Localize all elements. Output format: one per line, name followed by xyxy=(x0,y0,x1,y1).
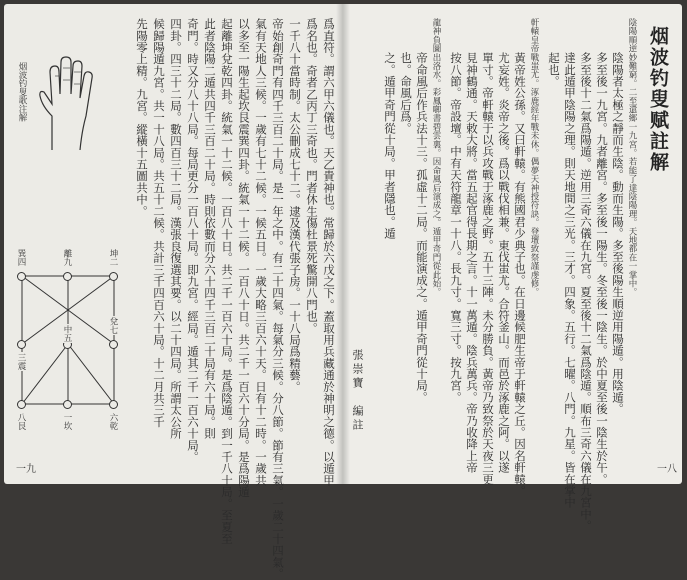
palace-node xyxy=(109,400,118,409)
text-column: 起也。 xyxy=(547,52,561,88)
text-column: 爲直符。謂六甲六儀也。天乙貴神也。常歸於六戊之下。蓋取用兵藏通於神明之德。以遁甲 xyxy=(322,18,336,486)
text-column: 軒轅皇帝戰蚩尤。涿鹿經年戰未休。偶夢天神授符訣。登壇致祭謹虔修。 xyxy=(529,18,539,297)
text-column: 多至後十二氣爲陽遁。逆用三奇六儀在九宮。夏至後十二氣爲陰遁。順布三奇六儀在九宮中。 xyxy=(579,52,593,532)
left-page xyxy=(4,4,343,580)
text-column: 達此遁甲陰陽之理。則天地間之三光。三才。四象。五行。七曜。八門。九星。皆在掌中 xyxy=(563,52,577,509)
figure-title: 烟波钓叟歌注解 xyxy=(17,62,27,122)
text-column: 龍神負圖出洛水。彩鳳啣書碧雲裏。因命風后演成之。遁甲奇門從此始。 xyxy=(431,18,441,297)
palace-node xyxy=(63,272,72,281)
text-column: 奇門。時又分八十八局。每局更分一百八十局。即九宮。經局。遁其二千一百六十局。 xyxy=(186,18,200,463)
palace-node xyxy=(109,272,118,281)
palace-node xyxy=(109,340,118,349)
palace-label: 坤二 xyxy=(108,249,118,266)
text-column: 爲名也。奇者乙丙丁三奇也。門者休生傷杜景死驚開八門也。 xyxy=(305,18,319,334)
page-number: 一八 xyxy=(657,464,677,475)
page-title: 烟波钓叟赋註解 xyxy=(647,26,669,173)
text-column: 按八節。帝設壇。中有天符龍章一十八。長九寸。寬三寸。按九宮。 xyxy=(449,52,463,403)
text-column: 陰陽者太極之靜而生陰。動而生陽。多至後陽生順逆用陽遁。用陰遁。 xyxy=(611,52,625,415)
palace-label: 中五 xyxy=(62,325,72,342)
palace-label: 三震 xyxy=(16,353,26,370)
palace-node xyxy=(17,340,26,349)
text-column: 以多至一陽生起坎艮震巽四卦。統氣一十二候。一百八十日。共二千一百六十分局。是爲陽遁 xyxy=(237,18,251,498)
text-column: 起離坤兌乾四卦。統氣一十二候。一百八十日。共二千一百六十局。是爲陰遁。到一千八十局。至夏至 xyxy=(220,18,234,545)
text-column: 候歸陽遁九宮。共一十八局。共五十二候。共計三千四百六十局。十二月共三千 xyxy=(152,18,166,428)
book-gutter xyxy=(336,4,350,484)
text-column: 一千八十當時制。太公刪成七十二。逮及漢代張子房。一十八局爲精藝。 xyxy=(288,18,302,393)
text-column: 帝命風后作兵法十三。孤虛十二局。而能演成之。遁甲奇門從十局。 xyxy=(415,52,429,403)
palace-label: 離九 xyxy=(62,249,72,266)
text-column: 陰陽順逆妙難窮。二至還鄉一九宮。若能了達陰陽理。天地都在一掌中。 xyxy=(627,18,637,297)
text-column: 四卦。四三十二局。數四百三十二局。漢張良復選其要。以二十四局。所謂太公所 xyxy=(169,18,183,440)
text-column: 黃帝姓公孫。又曰軒轅。有熊國君少典子也。在日邊候肥生帝于軒轅之丘。因名軒轅。 xyxy=(513,52,527,497)
hand-diagram-icon xyxy=(30,54,100,154)
page-number: 一九 xyxy=(16,464,36,475)
text-column: 此者陰陽二遁共四千三百二十局。時則依數而分六十四千三百二十局有六十局。則 xyxy=(203,18,217,440)
palace-node xyxy=(17,400,26,409)
palace-node xyxy=(17,272,26,281)
text-column: 也。命風后爲。 xyxy=(399,52,413,134)
text-column: 尤妄姓。炎帝之後。爲以戰伐相兼。東伐蚩尤。合符釜山。而邑於涿鹿之阿。以遂 xyxy=(497,52,511,474)
text-column: 之。遁甲奇門從十局。甲者隱也。遁 xyxy=(383,52,397,240)
text-column: 見神鶴通。天敕大將。當五起官得長期之言。十一萬遁。陰兵萬兵。帝乃收降上帝 xyxy=(465,52,479,474)
text-column: 先陽零上精。九宮。縱橫十五圖共中。 xyxy=(135,18,149,217)
palace-label: 八艮 xyxy=(16,413,26,430)
text-column: 氣有天地人三候。一歲有七十二候。一候五日。一歲大略三百六十天。日有十二時。一歲共 xyxy=(254,18,268,486)
right-page xyxy=(343,4,682,532)
text-column: 單寸。帝軒轅于以兵攻戰于涿鹿之野。五十三陣。未分勝負。黃帝乃致祭於天夜三更 xyxy=(481,52,495,485)
author-credit: 張崇寶 編註 xyxy=(351,349,364,433)
text-column: 多至後一九宮。九者離宮。多至後一陽生。冬至後一陰生。於中夏至後一陰生於午。 xyxy=(595,52,609,485)
palace-label: 一坎 xyxy=(62,413,72,430)
palace-node xyxy=(63,400,72,409)
text-column: 帝始創奇門有四千三百二十局。是一年之中。有二十四氣。每氣分三候。分八節。節有三氣。一歲二十四氣。 xyxy=(271,18,285,580)
palace-label: 六乾 xyxy=(108,413,118,430)
palace-label: 巽四 xyxy=(16,249,26,266)
palace-label: 兌七 xyxy=(108,317,118,334)
